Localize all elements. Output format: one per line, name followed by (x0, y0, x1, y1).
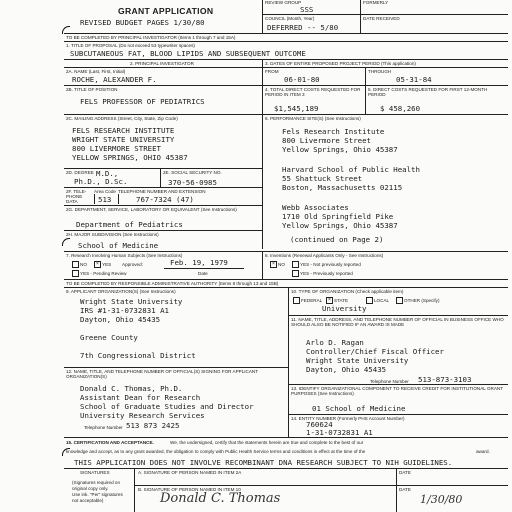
signer-line-4: University Research Services (80, 411, 205, 420)
pending-checkbox[interactable] (72, 270, 79, 277)
department: Department of Pediatrics (76, 220, 183, 229)
approved-date-caption: Date (198, 271, 208, 276)
pi-heading: 2. PRINCIPAL INVESTIGATOR (130, 61, 194, 66)
sig-b-date-label: DATE (399, 487, 411, 492)
cert-label: 15. CERTIFICATION AND ACCEPTANCE. (66, 440, 154, 445)
official-line-3: Wright State University (306, 356, 409, 365)
from-label: FROM (265, 69, 279, 74)
performance-sites-label: 6. PERFORMANCE SITE(S) (See Instructions) (265, 116, 361, 121)
phone-number: 767-7324 (47) (136, 195, 194, 204)
type-local-label: LOCAL (374, 298, 390, 303)
site-line-7: Boston, Massachusetts 02115 (282, 183, 403, 192)
sig-instr-1: (Signatures required on (72, 480, 121, 485)
first12-costs: $ 458,260 (380, 104, 421, 113)
proposal-title-label: 1. TITLE OF PROPOSAL (Do not exceed 53 typewriter spaces) (66, 43, 195, 48)
ssn: 370-56-0985 (168, 178, 217, 187)
signer-line-3: School of Graduate Studies and Director (80, 402, 254, 411)
period-through: 05-31-84 (396, 75, 432, 84)
cert-text-3: award. (476, 449, 490, 454)
degree: M.D., (96, 169, 119, 178)
signer-phone-label: Telephone Number (84, 425, 123, 430)
signatures-label: SIGNATURES (80, 470, 110, 475)
type-state-label: STATE (334, 298, 349, 303)
first12-label: 5. DIRECT COSTS REQUESTED FOR FIRST 12-MONTH PERIOD (368, 87, 488, 97)
site-line-6: 55 Shattuck Street (282, 174, 363, 183)
cert-text-1: We, the undersigned, certify that the statements herein are true and complete to the best of our (170, 440, 364, 445)
component: 01 School of Medicine (312, 404, 406, 413)
position-label: 2B. TITLE OF POSITION (66, 87, 118, 92)
inventions-yes-checkbox[interactable] (292, 261, 299, 268)
signer-phone: 513 873 2425 (126, 421, 180, 430)
mailing-line-3: 800 LIVERMORE STREET (72, 144, 161, 153)
org-heading: TO BE COMPLETED BY RESPONSIBLE ADMINISTRATIVE AUTHORITY (Items 8 through 13 and 15B) (66, 281, 279, 286)
site-line-10: 1710 Old Springfield Pike (282, 212, 394, 221)
official-phone: 513-873-3103 (418, 375, 472, 384)
area-code-label: Area Code (94, 189, 116, 194)
proposal-title: SUBCUTANEOUS FAT, BLOOD LIPIDS AND SUBSEQUENT OUTCOME (70, 49, 306, 58)
org-type-label: 10. TYPE OF ORGANIZATION (Check applicable item) (291, 289, 404, 294)
site-line-9: Webb Associates (282, 203, 349, 212)
ssn-label: 2E. SOCIAL SECURITY NO. (163, 170, 222, 175)
type-other-checkbox[interactable] (396, 297, 403, 304)
revised-note: REVISED BUDGET PAGES 1/30/80 (80, 18, 205, 27)
inventions-prev-label: YES - Previously reported (300, 271, 353, 276)
human-no-label: NO (80, 262, 87, 267)
type-specify: University (322, 304, 367, 313)
degree-2: Ph.D., D.Sc. (74, 177, 128, 186)
pi-name: ROCHE, ALEXANDER F. (72, 75, 157, 84)
dept-label: 2G. DEPARTMENT, SERVICE, LABORATORY OR EQUIVALENT (See Instructions) (66, 207, 237, 212)
dna-note: THIS APPLICATION DOES NOT INVOLVE RECOMBINANT DNA RESEARCH SUBJECT TO NIH GUIDELINES. (74, 458, 453, 467)
inventions-no-label: NO (278, 262, 285, 267)
position: FELS PROFESSOR OF PEDIATRICS (80, 97, 205, 106)
entity-line-1: 760624 (306, 420, 333, 429)
component-label: 13. IDENTIFY ORGANIZATIONAL COMPONENT TO RECEIVE CREDIT FOR INSTITUTIONAL GRANT PURPOSES (See Instructions) (291, 386, 503, 396)
council-value: DEFERRED -- 5/80 (267, 23, 339, 32)
inventions-no-checkbox[interactable]: × (270, 261, 277, 268)
review-group: SSS (300, 5, 314, 14)
type-state-checkbox[interactable]: × (326, 297, 333, 304)
official-line-4: Dayton, Ohio 45435 (306, 365, 387, 374)
signer-line-1: Donald C. Thomas, Ph.D. (80, 384, 183, 393)
official-line-2: Controller/Chief Fiscal Officer (306, 347, 444, 356)
app-org-line-1: Wright State University (80, 297, 183, 306)
inventions-yes-label: YES - Not previously reported (300, 262, 361, 267)
inventions-label: 8. Inventions (Renewal Applicants Only - See Instructions) (265, 253, 384, 258)
total-costs: $1,545,189 (274, 104, 319, 113)
pi-instructions: TO BE COMPLETED BY PRINCIPAL INVESTIGATOR (Items 1 through 7 and 15A) (66, 35, 236, 40)
mailing-line-4: YELLOW SPRINGS, OHIO 45387 (72, 153, 188, 162)
area-code: 513 (98, 195, 112, 204)
degree-label: 2D. DEGREE (66, 170, 94, 175)
sig-b-label: B. SIGNATURE OF PERSON NAMED IN ITEM 10 (138, 487, 241, 492)
site-line-5: Harvard School of Public Health (282, 165, 420, 174)
cert-text-2: knowledge and accept, as to any grant awarded, the obligation to comply with Public Health Service terms and conditions in effect at the time of the (66, 449, 366, 454)
sig-instr-3: Use ink. "Per" signatures (72, 492, 123, 497)
type-local-checkbox[interactable] (366, 297, 373, 304)
signer-line-2: Assistant Dean for Research (80, 393, 201, 402)
punch-mark-middle (62, 238, 70, 246)
mailing-label: 2C. MAILING ADDRESS (Street, City, State, Zip Code) (66, 116, 178, 121)
major-label: 2H. MAJOR SUBDIVISION (See Instructions) (66, 232, 159, 237)
official-line-1: Arlo D. Ragan (306, 338, 364, 347)
app-org-district: 7th Congressional District (80, 351, 196, 360)
app-org-label: 9. APPLICANT ORGANIZATION(S) (See Instructions) (66, 289, 176, 294)
official-label: 11. NAME, TITLE, ADDRESS, AND TELEPHONE NUMBER OF OFFICIAL IN BUSINESS OFFICE WHO SHOULD ALSO BE NOTIFIED IF AN AWARD IS MADE (291, 317, 504, 327)
official-phone-label: Telephone Number (370, 379, 409, 384)
human-yes-label: YES (102, 262, 112, 267)
site-line-1: Fels Research Institute (282, 127, 385, 136)
inventions-prev-checkbox[interactable] (292, 270, 299, 277)
app-org-line-2: IRS #1-31-0732831 A1 (80, 306, 169, 315)
app-org-county: Greene County (80, 333, 138, 342)
phone-label: 2F. TELE-PHONE DATA (66, 189, 87, 204)
approved-label: Approved: (122, 262, 143, 267)
entity-label: 14. ENTITY NUMBER (Formerly PHS Account Number) (291, 416, 405, 421)
site-line-11: Yellow Springs, Ohio 45387 (282, 221, 398, 230)
human-yes-checkbox[interactable]: × (94, 261, 101, 268)
type-other-label: OTHER (Specify) (404, 298, 440, 303)
mailing-line-1: FELS RESEARCH INSTITUTE (72, 126, 175, 135)
approved-date: Feb. 19, 1979 (170, 258, 228, 267)
major-subdivision: School of Medicine (78, 241, 159, 250)
entity-line-2: 1-31-0732831 A1 (306, 428, 373, 437)
through-label: THROUGH (368, 69, 392, 74)
pi-name-label: 2A. NAME (Last, First, Initial) (66, 69, 126, 74)
date-received-label: DATE RECEIVED (363, 16, 400, 21)
sig-a-date-label: DATE (399, 470, 411, 475)
type-federal-label: FEDERAL (301, 298, 323, 303)
pending-label: YES - Pending Review (80, 271, 127, 276)
form-title: GRANT APPLICATION (118, 6, 214, 16)
signer-label: 12. NAME, TITLE, AND TELEPHONE NUMBER OF OFFICIAL(S) SIGNING FOR APPLICANT ORGANIZATION(S) (66, 369, 258, 379)
site-line-13: (continued on Page 2) (290, 235, 384, 244)
total-costs-label: 4. TOTAL DIRECT COSTS REQUESTED FOR PERIOD IN ITEM 3 (265, 87, 361, 97)
site-line-3: Yellow Springs, Ohio 45387 (282, 145, 398, 154)
sig-instr-2: original copy only. (72, 486, 109, 491)
council-label: COUNCIL (Month, Year) (265, 16, 315, 21)
dates-label: 3. DATES OF ENTIRE PROPOSED PROJECT PERIOD (This application) (265, 61, 416, 66)
sig-b-date: 1/30/80 (420, 493, 463, 506)
review-group-label: REVIEW GROUP (265, 0, 302, 5)
type-federal-checkbox[interactable] (293, 297, 300, 304)
app-org-line-3: Dayton, Ohio 45435 (80, 315, 161, 324)
sig-b-signature: Donald C. Thomas (160, 491, 281, 506)
formerly-label: FORMERLY (363, 0, 389, 5)
period-from: 06-01-80 (284, 75, 320, 84)
human-subjects-label: 7. Research Involving Human Subjects (See Instructions) (66, 253, 183, 258)
phone-ext-label: TELEPHONE NUMBER AND EXTENSION (118, 189, 206, 194)
sig-a-label: A. SIGNATURE OF PERSON NAMED IN ITEM 2A (138, 470, 242, 475)
human-no-checkbox[interactable] (72, 261, 79, 268)
site-line-2: 800 Livermore Street (282, 136, 371, 145)
sig-instr-4: not acceptable) (72, 498, 104, 503)
mailing-line-2: WRIGHT STATE UNIVERSITY (72, 135, 175, 144)
